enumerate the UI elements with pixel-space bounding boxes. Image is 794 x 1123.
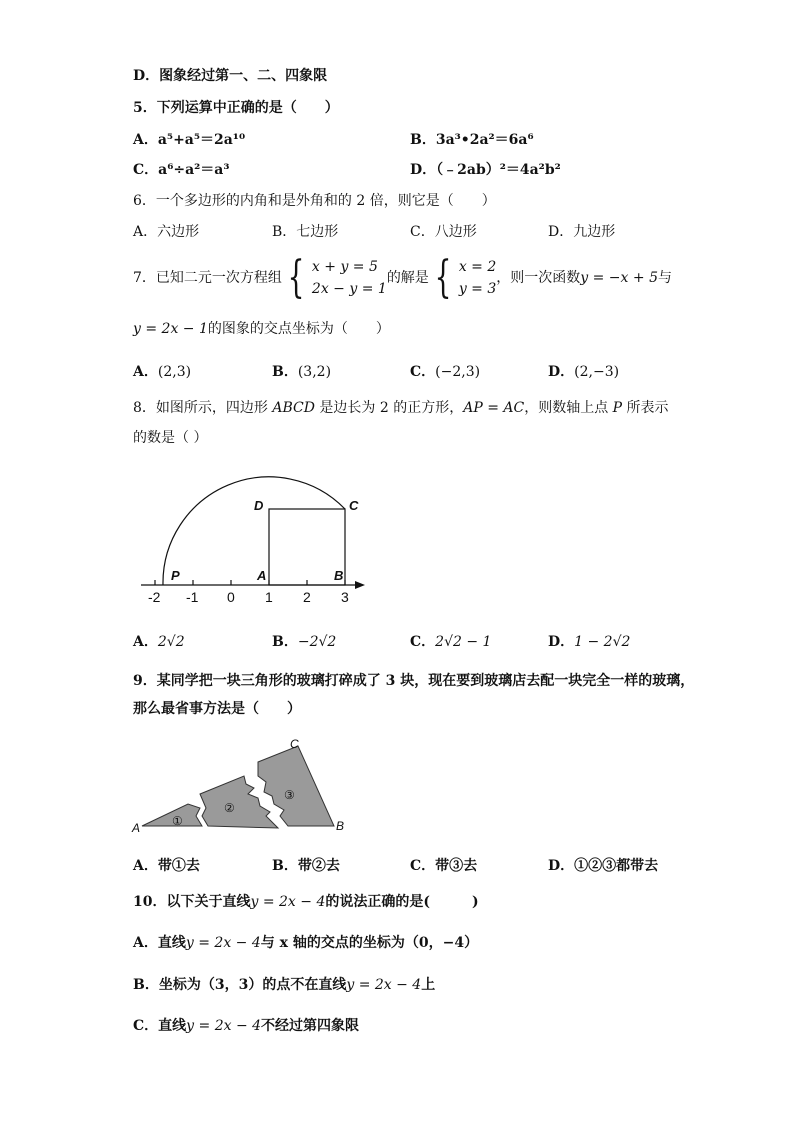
option-value: −2√2 xyxy=(297,634,337,650)
q5-option-a: A．a⁵+a⁵＝2a¹⁰ xyxy=(133,132,246,148)
q9-option-a: A．带①去 xyxy=(133,858,200,874)
q8-text-2: 是边长为 2 的正方形， xyxy=(314,400,464,416)
q8-option-c xyxy=(410,632,491,652)
option-letter: D． xyxy=(548,634,575,650)
q8-text-4: 所表示 xyxy=(622,400,669,416)
q5-option-c: C．a⁶÷a²＝a³ xyxy=(133,162,230,178)
q8-label-b: B xyxy=(334,568,344,583)
option-value: (−2,3) xyxy=(435,364,481,380)
q6-stem: 6．一个多边形的内角和是外角和的 2 倍，则它是（ ） xyxy=(133,193,496,209)
q8-abcd: ABCD xyxy=(272,400,315,416)
q5-stem: 5．下列运算中正确的是（ ） xyxy=(133,100,339,116)
option-letter: C． xyxy=(410,364,436,380)
q6-option-c: C．八边形 xyxy=(410,224,477,240)
q7-suffix-1: ，则一次函数 xyxy=(496,270,581,286)
q9-stem-line-1: 9．某同学把一块三角形的玻璃打碎成了 3 块，现在要到玻璃店去配一块完全一样的玻璃， xyxy=(133,673,695,689)
q9-stem-line-2: 那么最省事方法是（ ） xyxy=(133,701,301,717)
option-letter: C． xyxy=(410,634,436,650)
q10-option-b-text-2: 上 xyxy=(421,977,436,993)
q10-function: y = 2x − 4 xyxy=(250,894,326,910)
q8-equation: AP = AC xyxy=(463,400,525,416)
q7-system-2 xyxy=(429,252,497,303)
q9-label-a: A xyxy=(132,821,141,835)
q10-option-c-text-1: C．直线 xyxy=(133,1018,187,1034)
q7-system-2-row-2: y = 3 xyxy=(458,281,497,297)
q7-system-1-row-2: 2x − y = 1 xyxy=(311,281,387,297)
q10-option-b-text-1: B．坐标为（3，3）的点不在直线 xyxy=(133,977,347,993)
q7-option-a xyxy=(133,362,191,382)
q7-option-d xyxy=(548,362,619,382)
q7-line-2-text: 的图象的交点坐标为（ ） xyxy=(207,321,390,337)
q10-function: y = 2x − 4 xyxy=(186,1018,262,1034)
q8-option-b xyxy=(272,632,336,652)
q8-stem-line-2: 的数是（ ） xyxy=(133,430,208,446)
q10-option-a-text-1: A．直线 xyxy=(133,935,186,951)
q6-option-b: B．七边形 xyxy=(272,224,339,240)
q8-label-c: C xyxy=(349,498,359,513)
q7-option-c xyxy=(410,362,480,382)
q8-point-p: P xyxy=(612,400,623,416)
q10-stem-b: 的说法正确的是( ) xyxy=(325,894,479,910)
q8-ticks xyxy=(155,580,345,585)
option-letter: B． xyxy=(272,634,298,650)
q8-option-d xyxy=(548,632,630,652)
q9-option-c: C．带③去 xyxy=(410,858,478,874)
q7-suffix-2: 与 xyxy=(657,270,672,286)
q6-option-a: A．六边形 xyxy=(133,224,200,240)
q9-label-b: B xyxy=(336,819,345,833)
option-letter: A． xyxy=(133,364,158,380)
q9-option-b: B．带②去 xyxy=(272,858,340,874)
option-value: (2,3) xyxy=(157,364,192,380)
brace-icon: { xyxy=(287,252,305,303)
q7-option-b xyxy=(272,362,331,382)
q8-tick-label: -1 xyxy=(186,589,199,605)
option-value: 2√2 − 1 xyxy=(435,634,492,650)
q9-piece-3 xyxy=(258,746,334,826)
q6-option-d: D．九边形 xyxy=(548,224,616,240)
q4-option-d: D．图象经过第一、二、四象限 xyxy=(133,68,328,84)
q10-option-c xyxy=(133,1016,359,1036)
q8-option-a xyxy=(133,632,185,652)
option-letter: D． xyxy=(548,364,575,380)
q10-function: y = 2x − 4 xyxy=(185,935,261,951)
option-value: (2,−3) xyxy=(574,364,620,380)
q10-option-a-text-2: 与 x 轴的交点的坐标为（0，−4） xyxy=(260,935,479,951)
q10-option-a xyxy=(133,933,478,953)
option-value: 1 − 2√2 xyxy=(574,634,631,650)
q8-figure xyxy=(135,470,375,610)
q8-text-1: 8．如图所示，四边形 xyxy=(133,400,273,416)
option-letter: A． xyxy=(133,634,158,650)
q7-function-2: y = 2x − 1 xyxy=(133,321,208,337)
q7-mid: 的解是 xyxy=(386,270,429,286)
q10-function: y = 2x − 4 xyxy=(346,977,422,993)
q8-label-d: D xyxy=(254,498,264,513)
q10-stem-a: 10．以下关于直线 xyxy=(133,894,251,910)
q8-label-a: A xyxy=(257,568,267,583)
q7-system-1 xyxy=(282,252,387,303)
q9-piece-2-label: ② xyxy=(224,801,235,815)
q9-figure xyxy=(130,732,355,837)
q8-tick-label: -2 xyxy=(148,589,161,605)
q10-option-c-text-2: 不经过第四象限 xyxy=(261,1018,360,1034)
q7-system-1-row-1: x + y = 5 xyxy=(311,259,378,275)
q7-function-1: y = −x + 5 xyxy=(580,270,658,286)
q9-label-c: C xyxy=(290,737,299,751)
option-letter: B． xyxy=(272,364,298,380)
q8-tick-label: 3 xyxy=(341,589,349,605)
q7-stem xyxy=(133,253,672,303)
q7-stem-line-2 xyxy=(133,319,390,339)
q8-tick-label: 1 xyxy=(265,589,273,605)
q5-option-d: D．（﹣2ab）²＝4a²b² xyxy=(410,162,561,178)
q5-option-b: B．3a³•2a²＝6a⁶ xyxy=(410,132,534,148)
q9-piece-1-label: ① xyxy=(172,814,183,828)
option-value: (3,2) xyxy=(297,364,332,380)
q9-piece-3-label: ③ xyxy=(284,788,295,802)
option-value: 2√2 xyxy=(157,634,185,650)
q8-text-3: ，则数轴上点 xyxy=(524,400,613,416)
brace-icon: { xyxy=(434,252,452,303)
q8-arc xyxy=(163,477,345,585)
q7-system-2-row-1: x = 2 xyxy=(458,259,497,275)
q10-stem xyxy=(133,892,479,912)
q8-stem xyxy=(133,398,669,418)
q10-option-b xyxy=(133,975,435,995)
q9-option-d: D．①②③都带去 xyxy=(548,858,659,874)
q8-tick-label: 2 xyxy=(303,589,311,605)
q8-label-p: P xyxy=(171,568,180,583)
q8-tick-label: 0 xyxy=(227,589,235,605)
q7-prefix: 7．已知二元一次方程组 xyxy=(133,270,282,286)
arrow-icon xyxy=(355,581,365,589)
